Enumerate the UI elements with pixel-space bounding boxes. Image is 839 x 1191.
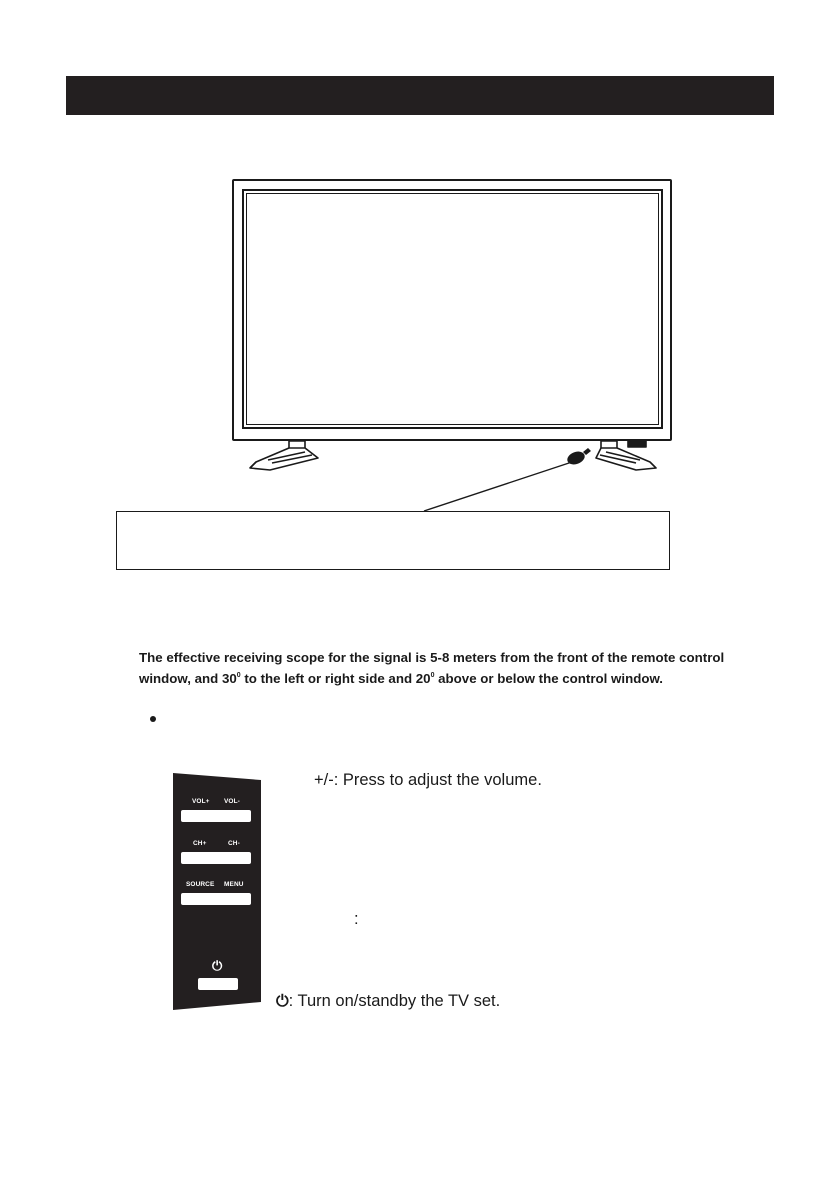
- ch-plus-label: CH+: [193, 840, 207, 847]
- description-colon: :: [354, 910, 359, 928]
- menu-label: MENU: [224, 881, 244, 888]
- tv-stand-right: [596, 441, 656, 470]
- remote-sensor-callout-box: [116, 511, 670, 570]
- callout-pointer-line: [424, 462, 572, 511]
- note-text-3: above or below the control window.: [434, 671, 663, 686]
- power-description-line: [276, 992, 500, 1011]
- tv-stand-left: [250, 441, 318, 470]
- power-symbol-icon: ⏻: [276, 993, 289, 1010]
- receiving-scope-note: [139, 649, 739, 688]
- note-superscript-1: 0: [236, 672, 241, 679]
- channel-key[interactable]: [181, 852, 251, 864]
- note-text-2: to the left or right side and 20: [240, 671, 431, 686]
- power-description: : Turn on/standby the TV set.: [288, 992, 501, 1010]
- source-menu-key[interactable]: [181, 893, 251, 905]
- bullet-dot-icon: [150, 716, 156, 722]
- power-key[interactable]: [198, 978, 238, 990]
- note-text-1: The effective receiving scope for the signal is 5-8 meters from the front of the remote control window, and 30: [139, 650, 725, 686]
- volume-key[interactable]: [181, 810, 251, 822]
- vol-minus-label: VOL-: [224, 798, 240, 805]
- ch-minus-label: CH-: [228, 840, 240, 847]
- note-superscript-2: 0: [430, 672, 435, 679]
- source-label: SOURCE: [186, 881, 215, 888]
- vol-plus-label: VOL+: [192, 798, 210, 805]
- power-icon: ⏻: [212, 958, 223, 973]
- volume-description: +/-: Press to adjust the volume.: [314, 771, 542, 789]
- remote-sensor-icon: [565, 448, 591, 467]
- control-panel-body: [173, 773, 261, 1010]
